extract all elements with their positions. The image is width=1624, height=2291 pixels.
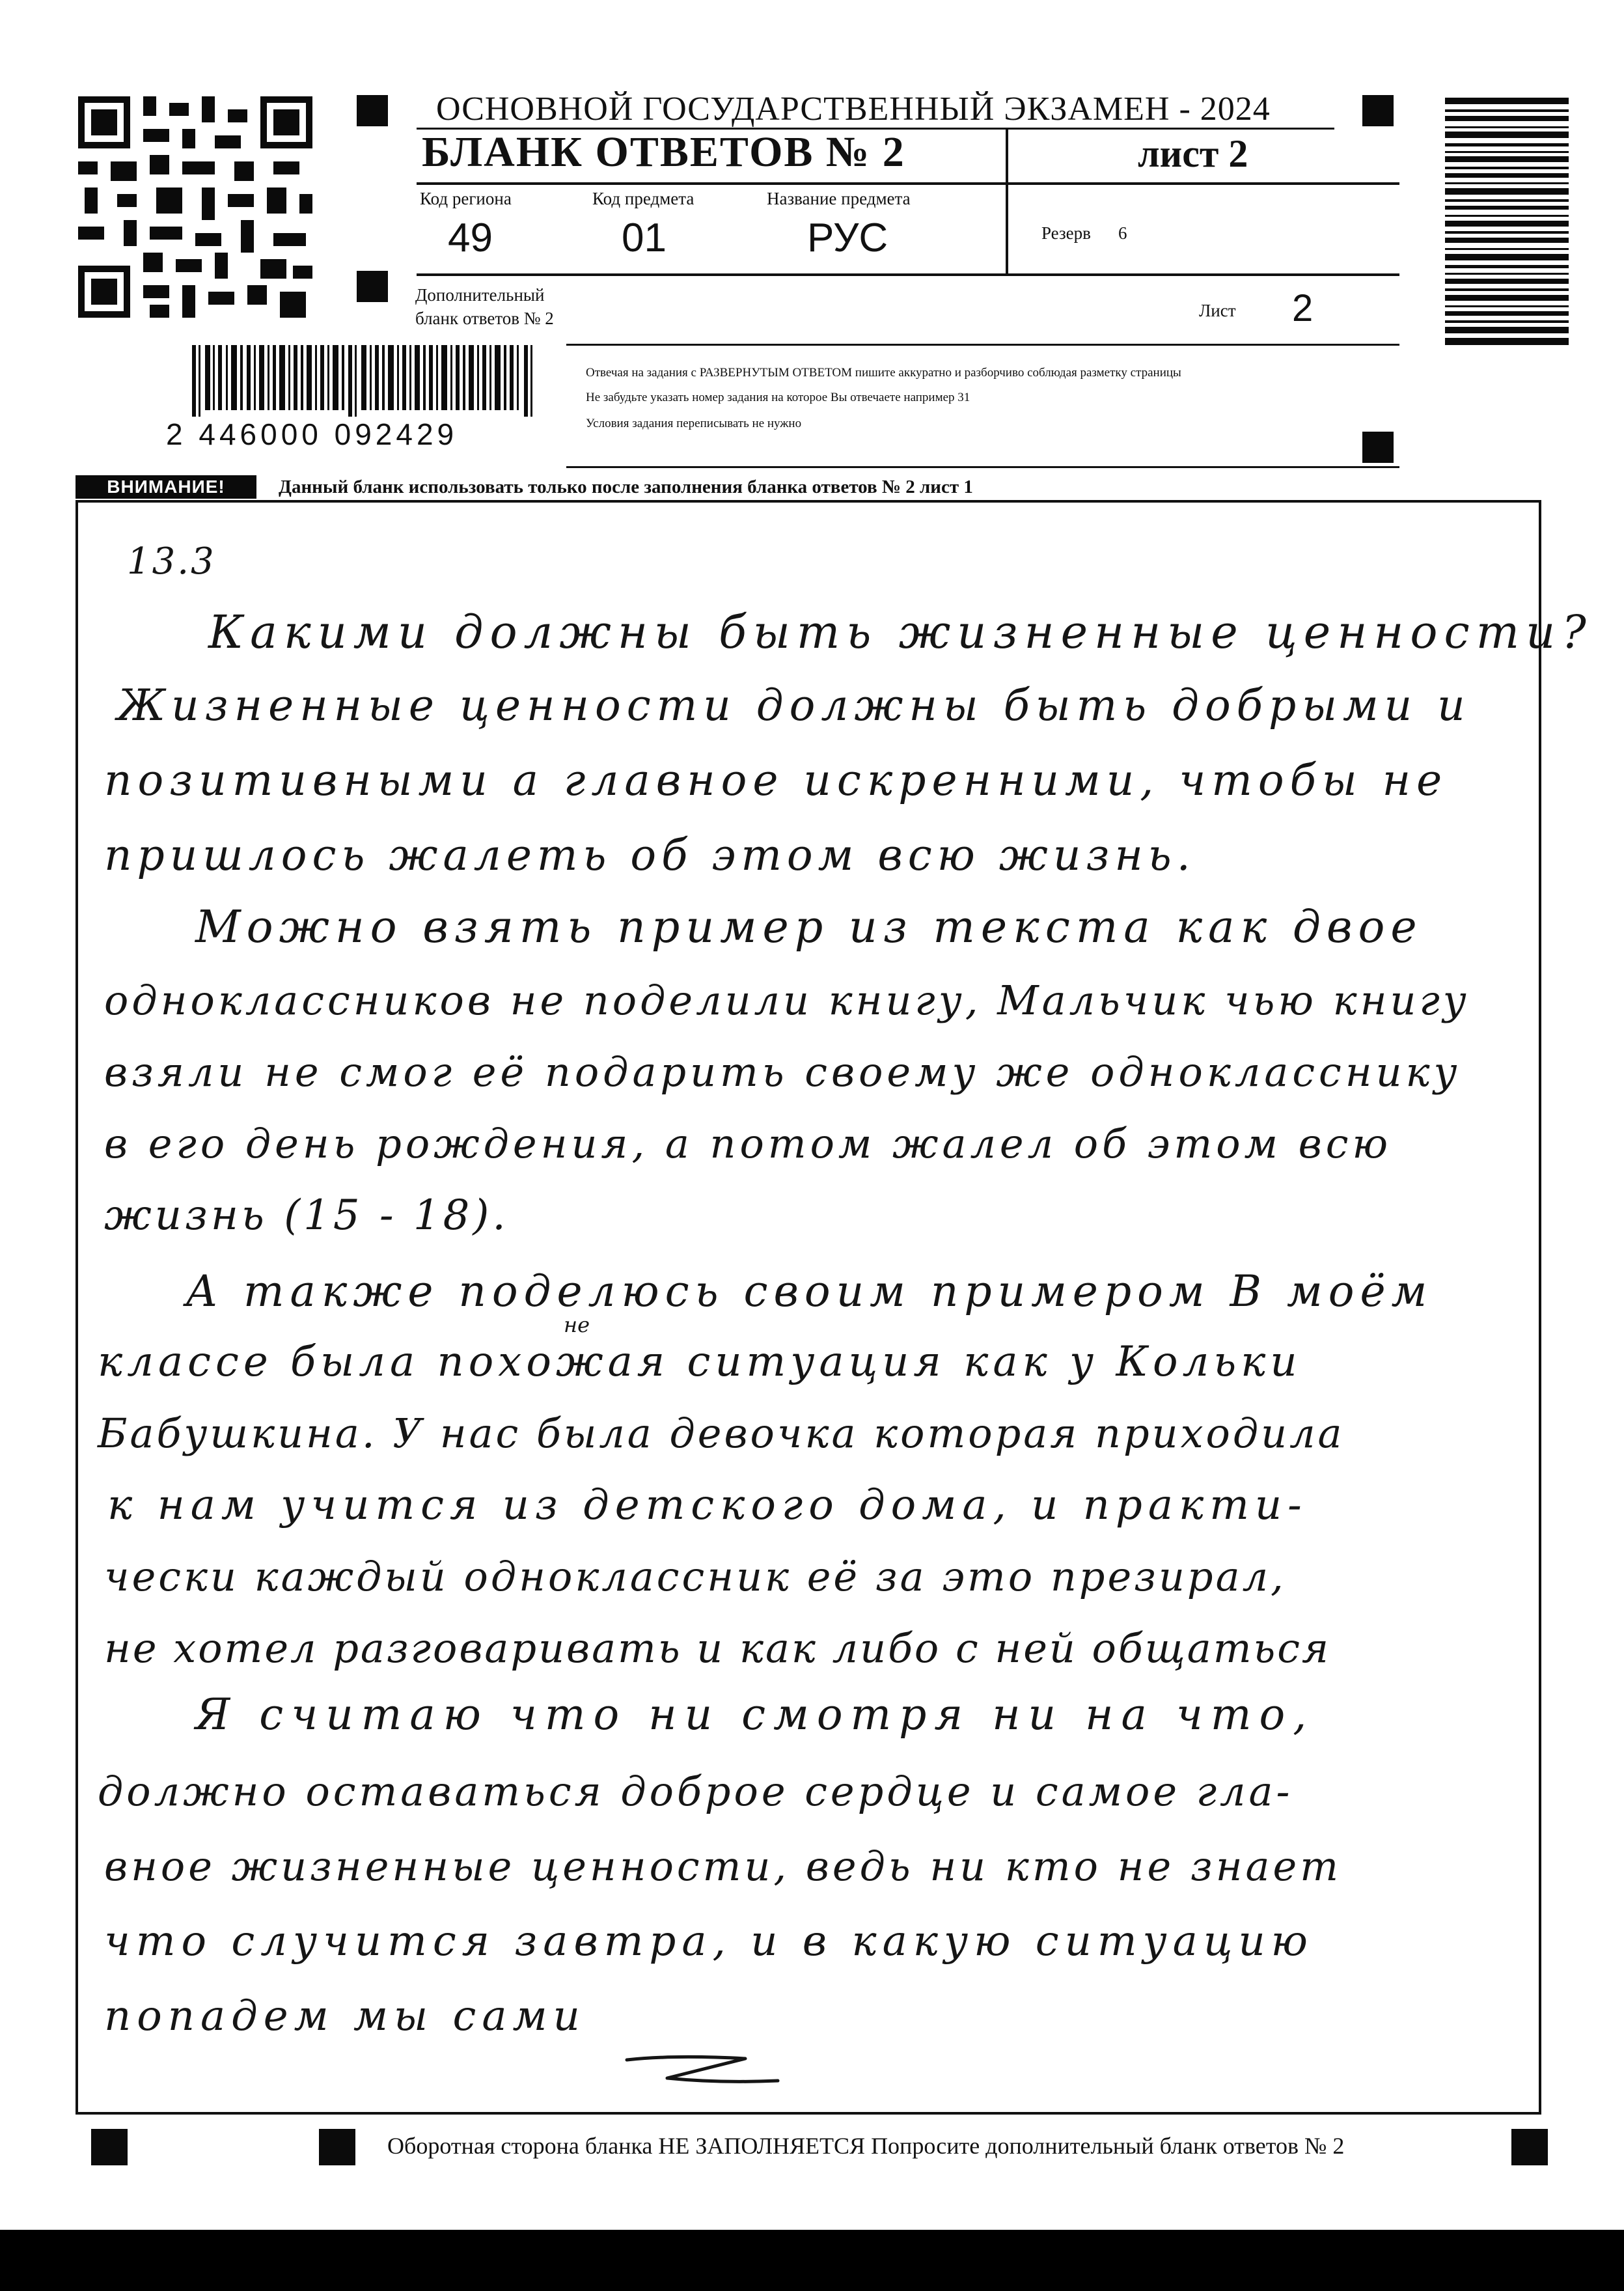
subject-code-value: 01: [622, 215, 667, 260]
answer-line-15: чески каждый одноклассник её за это презирал,: [104, 1553, 1286, 1600]
alignment-marker-mid-left: [357, 271, 388, 302]
header-rule-2: [417, 273, 1399, 276]
footer-text: Оборотная сторона бланка НЕ ЗАПОЛНЯЕТСЯ Попросите дополнительный бланк ответов № 2: [387, 2133, 1345, 2159]
answer-line-6: Можно взять пример из текста как двое: [195, 902, 1423, 953]
answer-line-16: не хотел разговаривать и как либо с ней общаться: [104, 1624, 1331, 1672]
answer-line-14: к нам учится из детского дома, и практи-: [107, 1481, 1308, 1529]
header-divider-vertical: [1006, 129, 1008, 273]
answer-line-2: Какими должны быть жизненные ценности?: [208, 605, 1593, 659]
answer-line-21: попадем мы сами: [104, 1992, 586, 2040]
additional-blank-label-line-2: бланк ответов № 2: [415, 309, 554, 328]
answer-line-19: вное жизненные ценности, ведь ни кто не знает: [104, 1842, 1342, 1890]
additional-blank-label-line-1: Дополнительный: [415, 285, 545, 305]
barcode-vertical: [1445, 98, 1569, 345]
scan-bottom-band: [0, 2230, 1624, 2291]
answer-line-1: 13.3: [127, 540, 216, 583]
reserve-label: Резерв: [1041, 223, 1091, 243]
answer-line-7: одноклассников не поделили книгу, Мальчик чью книгу: [104, 977, 1470, 1024]
answer-line-4: позитивными а главное искренними, чтобы не: [104, 755, 1448, 805]
sheet-title: лист 2: [1138, 132, 1248, 175]
attention-notice-text: Данный бланк использовать только после заполнения бланка ответов № 2 лист 1: [279, 477, 973, 497]
alignment-marker-top-left: [357, 95, 388, 126]
subject-name-value: РУС: [807, 215, 888, 260]
header-rule-1: [417, 182, 1399, 185]
reserve-value: 6: [1118, 223, 1127, 243]
answer-line-13: Бабушкина. У нас была девочка которая приходила: [98, 1409, 1345, 1457]
sheet-number-value: 2: [1292, 287, 1314, 329]
instruction-line-1: Отвечая на задания с РАЗВЕРНУТЫМ ОТВЕТОМ пишите аккуратно и разборчиво соблюдая разметку страницы: [586, 366, 1181, 380]
barcode-horizontal: [192, 345, 537, 417]
attention-badge: ВНИМАНИЕ!: [76, 475, 256, 499]
blank-title: БЛАНК ОТВЕТОВ № 2: [422, 128, 905, 176]
subject-name-label: Название предмета: [767, 189, 911, 208]
region-code-label: Код региона: [420, 189, 512, 208]
answer-line-12: классе была похожая ситуация как у Кольки: [98, 1338, 1302, 1386]
region-code-value: 49: [448, 215, 493, 260]
answer-line-17: Я считаю что ни смотря ни на что,: [195, 1689, 1315, 1740]
answer-line-10: жизнь (15 - 18).: [104, 1191, 509, 1240]
answer-line-12-insert: не: [564, 1312, 590, 1337]
header-rule-4: [566, 466, 1399, 468]
qr-code: [78, 96, 312, 318]
header-rule-3: [566, 344, 1399, 346]
instruction-line-3: Условия задания переписывать не нужно: [586, 417, 802, 430]
subject-code-label: Код предмета: [592, 189, 695, 208]
alignment-marker-bottom-right: [1511, 2129, 1548, 2165]
answer-line-11: А также поделюсь своим примером В моём: [186, 1266, 1433, 1316]
answer-line-8: взяли не смог её подарить своему же однокласснику: [104, 1048, 1461, 1096]
answer-line-18: должно оставаться доброе сердце и самое гла-: [98, 1768, 1293, 1815]
barcode-digits: 2 446000 092429: [166, 417, 458, 451]
alignment-marker-bottom-left: [91, 2129, 128, 2165]
answer-line-9: в его день рождения, а потом жалел об этом всю: [104, 1120, 1392, 1167]
answer-line-3: Жизненные ценности должны быть добрыми и: [117, 680, 1471, 730]
answer-end-mark: [622, 2051, 784, 2096]
exam-title: ОСНОВНОЙ ГОСУДАРСТВЕННЫЙ ЭКЗАМЕН - 2024: [436, 90, 1271, 128]
instruction-line-2: Не забудьте указать номер задания на которое Вы отвечаете например 31: [586, 391, 970, 404]
alignment-marker-top-right: [1362, 95, 1394, 126]
alignment-marker-bottom-mid: [319, 2129, 355, 2165]
answer-line-5: пришлось жалеть об этом всю жизнь.: [104, 830, 1196, 880]
sheet-number-label: Лист: [1199, 301, 1236, 320]
answer-line-20: что случится завтра, и в какую ситуацию: [104, 1917, 1314, 1965]
alignment-marker-mid-right: [1362, 432, 1394, 463]
